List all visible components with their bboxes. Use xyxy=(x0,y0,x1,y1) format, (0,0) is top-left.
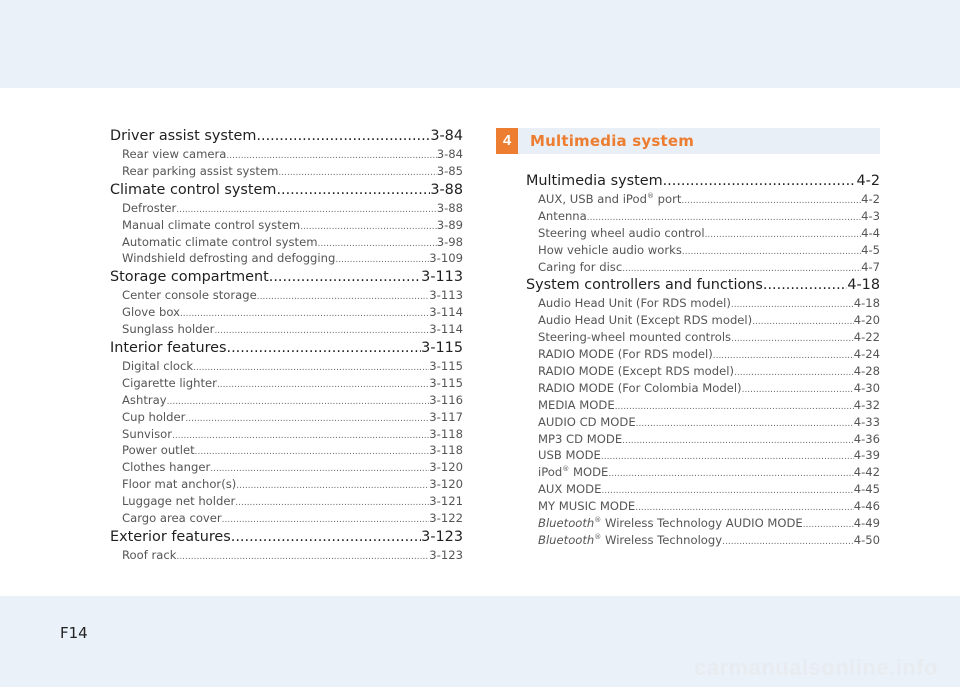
dot-leader xyxy=(335,252,429,267)
toc-entry-text: MEDIA MODE xyxy=(538,397,615,412)
toc-entry-text: AUX MODE xyxy=(538,482,602,497)
dot-leader xyxy=(681,193,861,208)
toc-heading-title: Multimedia system xyxy=(526,173,663,189)
toc-heading-page: 3-88 xyxy=(430,181,463,198)
toc-entry-label xyxy=(122,217,300,234)
toc-entry[interactable] xyxy=(110,392,463,409)
toc-entry-text: Steering-wheel mounted controls xyxy=(538,330,732,345)
toc-entry[interactable] xyxy=(110,234,463,251)
toc-entry[interactable] xyxy=(110,217,463,234)
toc-entry-label xyxy=(122,146,226,163)
toc-entry[interactable] xyxy=(110,200,463,217)
section-title: Multimedia system xyxy=(530,132,695,150)
dot-leader xyxy=(235,495,429,510)
dot-leader xyxy=(722,534,854,549)
toc-entry-page: 4-45 xyxy=(853,482,880,497)
toc-entry-text-suffix: Wireless Technology AUDIO MODE xyxy=(601,516,803,531)
dot-leader xyxy=(227,338,422,358)
dot-leader xyxy=(172,428,429,443)
toc-entry-label xyxy=(122,304,180,321)
toc-entry-text: Rear view camera xyxy=(122,147,227,161)
dot-leader xyxy=(803,517,854,532)
toc-entry-label xyxy=(538,363,734,380)
toc-entry-label xyxy=(122,426,172,443)
dot-leader xyxy=(185,411,429,426)
dot-leader xyxy=(663,171,857,191)
dot-leader xyxy=(226,148,436,163)
toc-heading-page: 3-123 xyxy=(421,528,463,545)
toc-heading[interactable] xyxy=(110,338,463,358)
dot-leader xyxy=(300,219,437,234)
dot-leader xyxy=(236,478,429,493)
toc-entry-page: 4-7 xyxy=(861,259,880,274)
toc-entry-page: 4-22 xyxy=(853,330,880,345)
toc-entry[interactable] xyxy=(110,287,463,304)
toc-entry-page: 3-121 xyxy=(429,494,463,509)
toc-entry-page: 3-115 xyxy=(429,375,463,390)
toc-entry-text: Cigarette lighter xyxy=(122,375,217,390)
toc-entry-page: 4-24 xyxy=(853,347,880,362)
toc-entry-page: 4-30 xyxy=(853,380,880,395)
toc-entry[interactable] xyxy=(110,547,463,564)
dot-leader xyxy=(214,323,429,338)
toc-heading[interactable] xyxy=(526,171,880,191)
toc-entry-label xyxy=(538,532,722,549)
toc-entry-label xyxy=(538,242,682,259)
toc-heading[interactable] xyxy=(526,275,880,295)
dot-leader xyxy=(269,267,421,287)
toc-entry[interactable] xyxy=(526,329,880,346)
toc-heading-title: Interior features xyxy=(110,340,227,357)
dot-leader xyxy=(622,433,854,448)
toc-entry-text: Glove box xyxy=(122,305,180,320)
toc-entry-label xyxy=(122,493,235,510)
toc-entry-text: Defroster xyxy=(122,200,177,215)
toc-entry-text-suffix: port xyxy=(653,192,682,206)
toc-entry-text: Cargo area cover xyxy=(122,511,222,526)
toc-entry-text: Audio Head Unit (For RDS model) xyxy=(538,296,731,311)
dot-leader xyxy=(682,244,861,259)
dot-leader xyxy=(318,236,437,251)
toc-entry-label xyxy=(538,346,713,363)
toc-entry-label xyxy=(538,464,608,481)
toc-entry-label xyxy=(538,380,742,397)
dot-leader xyxy=(176,202,436,217)
toc-entry-label xyxy=(538,498,635,515)
dot-leader xyxy=(167,394,430,409)
toc-entry[interactable] xyxy=(110,163,463,180)
dot-leader xyxy=(636,416,854,431)
toc-heading-title: Climate control system xyxy=(110,181,277,198)
toc-entry-label xyxy=(122,476,236,493)
toc-entry-text: Steering wheel audio control xyxy=(538,225,705,240)
toc-entry[interactable] xyxy=(110,459,463,476)
toc-entry[interactable] xyxy=(526,312,880,329)
toc-entry-text: Antenna xyxy=(538,208,587,223)
dot-leader xyxy=(217,377,429,392)
toc-entry-text: Roof rack xyxy=(122,547,177,562)
toc-entry-label xyxy=(538,191,681,208)
toc-entry-page: 3-117 xyxy=(429,409,463,424)
toc-entry-label xyxy=(122,163,278,180)
toc-entry-text: iPod xyxy=(538,465,563,480)
toc-entry-label xyxy=(538,481,601,498)
dot-leader xyxy=(231,527,421,547)
toc-entry-page: 3-122 xyxy=(429,511,463,526)
registered-mark: ® xyxy=(594,533,602,542)
toc-entry-label xyxy=(538,225,705,242)
toc-entry-label xyxy=(538,397,615,414)
toc-entry[interactable] xyxy=(526,498,880,515)
toc-entry-text: Center console storage xyxy=(122,288,257,303)
dot-leader xyxy=(731,331,854,346)
toc-entry-text: Caring for disc xyxy=(538,259,623,274)
toc-entry-text-suffix: Wireless Technology xyxy=(601,532,723,547)
toc-entry[interactable] xyxy=(526,532,880,549)
dot-leader xyxy=(763,275,847,295)
toc-entry-page: 4-18 xyxy=(853,296,880,311)
toc-entry[interactable] xyxy=(526,397,880,414)
toc-entry-text: MY MUSIC MODE xyxy=(538,499,636,514)
toc-entry-label xyxy=(538,295,731,312)
dot-leader xyxy=(276,180,430,200)
watermark: carmanualsonline.info xyxy=(694,655,938,680)
toc-entry-text: Cup holder xyxy=(122,409,186,424)
toc-entry-label xyxy=(122,234,318,251)
toc-entry[interactable] xyxy=(110,426,463,443)
toc-entry-text: AUDIO CD MODE xyxy=(538,414,636,429)
toc-entry-page: 4-5 xyxy=(861,242,880,257)
toc-entry[interactable] xyxy=(526,380,880,397)
toc-entry-text: How vehicle audio works xyxy=(538,242,682,257)
toc-entry-page: 4-4 xyxy=(861,225,880,240)
toc-entry-text: Luggage net holder xyxy=(122,494,236,509)
toc-entry-text: Rear parking assist system xyxy=(122,163,279,178)
dot-leader xyxy=(176,549,429,564)
toc-entry-label xyxy=(122,547,176,564)
toc-entry-page: 4-39 xyxy=(853,448,880,463)
toc-entry-text: Power outlet xyxy=(122,443,195,458)
toc-heading[interactable] xyxy=(110,126,463,146)
toc-entry-label xyxy=(122,287,257,304)
toc-entry-label xyxy=(122,250,335,267)
toc-entry-page: 3-98 xyxy=(436,234,463,249)
dot-leader xyxy=(752,314,854,329)
toc-entry[interactable] xyxy=(110,510,463,527)
toc-entry-label xyxy=(122,392,167,409)
toc-entry-label xyxy=(122,459,210,476)
toc-entry-label xyxy=(122,510,222,527)
dot-leader xyxy=(222,512,430,527)
dot-leader xyxy=(195,444,430,459)
toc-entry[interactable] xyxy=(110,304,463,321)
dot-leader xyxy=(210,461,429,476)
dot-leader xyxy=(256,126,430,146)
toc-entry-label xyxy=(122,409,185,426)
toc-entry-page: 4-33 xyxy=(853,414,880,429)
toc-entry-page: 3-113 xyxy=(429,288,463,303)
toc-entry[interactable] xyxy=(110,442,463,459)
toc-entry[interactable] xyxy=(110,493,463,510)
toc-entry[interactable] xyxy=(526,515,880,532)
page-number: F14 xyxy=(60,624,88,642)
toc-entry-page: 3-120 xyxy=(429,460,463,475)
toc-entry-text: Ashtray xyxy=(122,392,167,407)
toc-entry-text: Automatic climate control system xyxy=(122,234,318,249)
dot-leader xyxy=(601,449,854,464)
toc-entry-page: 3-120 xyxy=(429,477,463,492)
toc-heading-page: 3-84 xyxy=(430,128,463,144)
toc-right-column xyxy=(526,171,880,549)
toc-entry-page: 4-28 xyxy=(853,364,880,379)
toc-entry-page: 4-49 xyxy=(853,516,880,531)
toc-entry-text: Clothes hanger xyxy=(122,460,211,475)
toc-entry[interactable] xyxy=(526,414,880,431)
dot-leader xyxy=(615,399,854,414)
dot-leader xyxy=(608,466,853,481)
toc-entry-text: Sunvisor xyxy=(122,426,173,441)
toc-entry-page: 3-109 xyxy=(429,251,463,266)
registered-mark: ® xyxy=(562,465,570,474)
dot-leader xyxy=(278,165,436,180)
dot-leader xyxy=(713,348,854,363)
toc-entry[interactable] xyxy=(110,409,463,426)
toc-entry[interactable] xyxy=(526,447,880,464)
toc-entry-page: 4-32 xyxy=(853,397,880,412)
toc-heading[interactable] xyxy=(110,267,463,287)
toc-entry[interactable] xyxy=(526,208,880,225)
toc-entry-label xyxy=(538,259,622,276)
toc-heading-page: 4-2 xyxy=(856,173,880,189)
toc-entry-page: 3-116 xyxy=(429,392,463,407)
toc-heading-title: Storage compartment xyxy=(110,269,269,286)
toc-entry-text: USB MODE xyxy=(538,448,601,463)
toc-heading-page: 4-18 xyxy=(847,277,880,294)
toc-entry[interactable] xyxy=(110,146,463,163)
toc-heading-title: System controllers and functions xyxy=(526,277,763,294)
toc-left-column xyxy=(110,126,463,564)
toc-entry-text: AUX, USB and iPod xyxy=(538,192,647,206)
dot-leader xyxy=(734,365,854,380)
toc-entry-label xyxy=(122,375,217,392)
toc-entry-text: RADIO MODE (For RDS model) xyxy=(538,347,713,362)
toc-heading-title: Exterior features xyxy=(110,528,231,545)
toc-entry-page: 3-84 xyxy=(436,147,463,161)
toc-entry-text: Windshield defrosting and defogging xyxy=(122,251,336,266)
toc-entry-text: Sunglass holder xyxy=(122,322,215,337)
dot-leader xyxy=(180,306,429,321)
toc-entry-label xyxy=(538,447,601,464)
toc-entry-text: RADIO MODE (Except RDS model) xyxy=(538,364,734,379)
dot-leader xyxy=(587,210,861,225)
toc-entry-label xyxy=(122,200,176,217)
toc-entry-text: Floor mat anchor(s) xyxy=(122,477,237,492)
toc-heading-page: 3-113 xyxy=(421,269,463,286)
registered-mark: ® xyxy=(646,192,654,201)
dot-leader xyxy=(601,483,853,498)
toc-entry-label xyxy=(538,329,731,346)
dot-leader xyxy=(742,382,854,397)
toc-entry[interactable] xyxy=(526,431,880,448)
toc-entry-page: 4-36 xyxy=(853,431,880,446)
toc-entry-label xyxy=(538,312,752,329)
toc-entry[interactable] xyxy=(526,242,880,259)
toc-entry[interactable] xyxy=(526,481,880,498)
toc-entry-label xyxy=(538,431,622,448)
toc-heading-title: Driver assist system xyxy=(110,128,257,144)
toc-entry[interactable] xyxy=(110,250,463,267)
toc-entry[interactable] xyxy=(526,464,880,481)
toc-entry-label xyxy=(538,414,636,431)
toc-entry-text: MP3 CD MODE xyxy=(538,431,623,446)
toc-entry-label xyxy=(122,358,193,375)
toc-entry-text: Audio Head Unit (Except RDS model) xyxy=(538,313,753,328)
toc-entry-page: 4-42 xyxy=(853,465,880,480)
toc-entry[interactable] xyxy=(526,225,880,242)
toc-entry-page: 3-118 xyxy=(429,426,463,441)
toc-entry-text: Digital clock xyxy=(122,359,194,374)
toc-entry-label xyxy=(538,515,803,532)
toc-entry-label xyxy=(538,208,587,225)
toc-entry[interactable] xyxy=(526,295,880,312)
toc-entry-page: 3-85 xyxy=(436,163,463,178)
header-band xyxy=(0,0,960,88)
toc-entry-page: 3-89 xyxy=(436,217,463,232)
toc-entry-text: Manual climate control system xyxy=(122,217,301,232)
toc-heading-page: 3-115 xyxy=(421,340,463,357)
toc-entry[interactable] xyxy=(526,191,880,208)
dot-leader xyxy=(635,500,853,515)
toc-entry-page: 4-20 xyxy=(853,313,880,328)
toc-entry-page: 4-50 xyxy=(853,532,880,547)
toc-entry-label xyxy=(122,442,195,459)
dot-leader xyxy=(193,360,429,375)
dot-leader xyxy=(705,227,862,242)
toc-entry-page: 3-115 xyxy=(429,359,463,374)
toc-heading[interactable] xyxy=(110,527,463,547)
toc-entry-text: RADIO MODE (For Colombia Model) xyxy=(538,380,742,395)
toc-entry[interactable] xyxy=(110,476,463,493)
dot-leader xyxy=(257,289,430,304)
toc-entry-page: 3-114 xyxy=(429,305,463,320)
toc-entry-label xyxy=(122,321,214,338)
section-number-badge: 4 xyxy=(496,128,518,154)
toc-entry-page: 3-88 xyxy=(436,200,463,215)
toc-entry[interactable] xyxy=(110,321,463,338)
toc-entry[interactable] xyxy=(110,375,463,392)
toc-entry[interactable] xyxy=(526,346,880,363)
dot-leader xyxy=(622,261,861,276)
toc-entry-page: 3-123 xyxy=(429,547,463,562)
registered-mark: ® xyxy=(594,516,602,525)
toc-entry-text: Bluetooth xyxy=(538,516,595,531)
toc-heading[interactable] xyxy=(110,180,463,200)
toc-entry[interactable] xyxy=(110,358,463,375)
toc-entry-page: 4-46 xyxy=(853,499,880,514)
toc-entry-text: Bluetooth xyxy=(538,532,595,547)
toc-entry[interactable] xyxy=(526,363,880,380)
toc-entry-text-suffix: MODE xyxy=(569,465,609,480)
toc-entry[interactable] xyxy=(526,259,880,276)
toc-entry-page: 3-118 xyxy=(429,443,463,458)
toc-entry-page: 3-114 xyxy=(429,322,463,337)
dot-leader xyxy=(731,297,854,312)
toc-entry-page: 4-3 xyxy=(861,208,880,223)
toc-entry-page: 4-2 xyxy=(861,192,880,206)
